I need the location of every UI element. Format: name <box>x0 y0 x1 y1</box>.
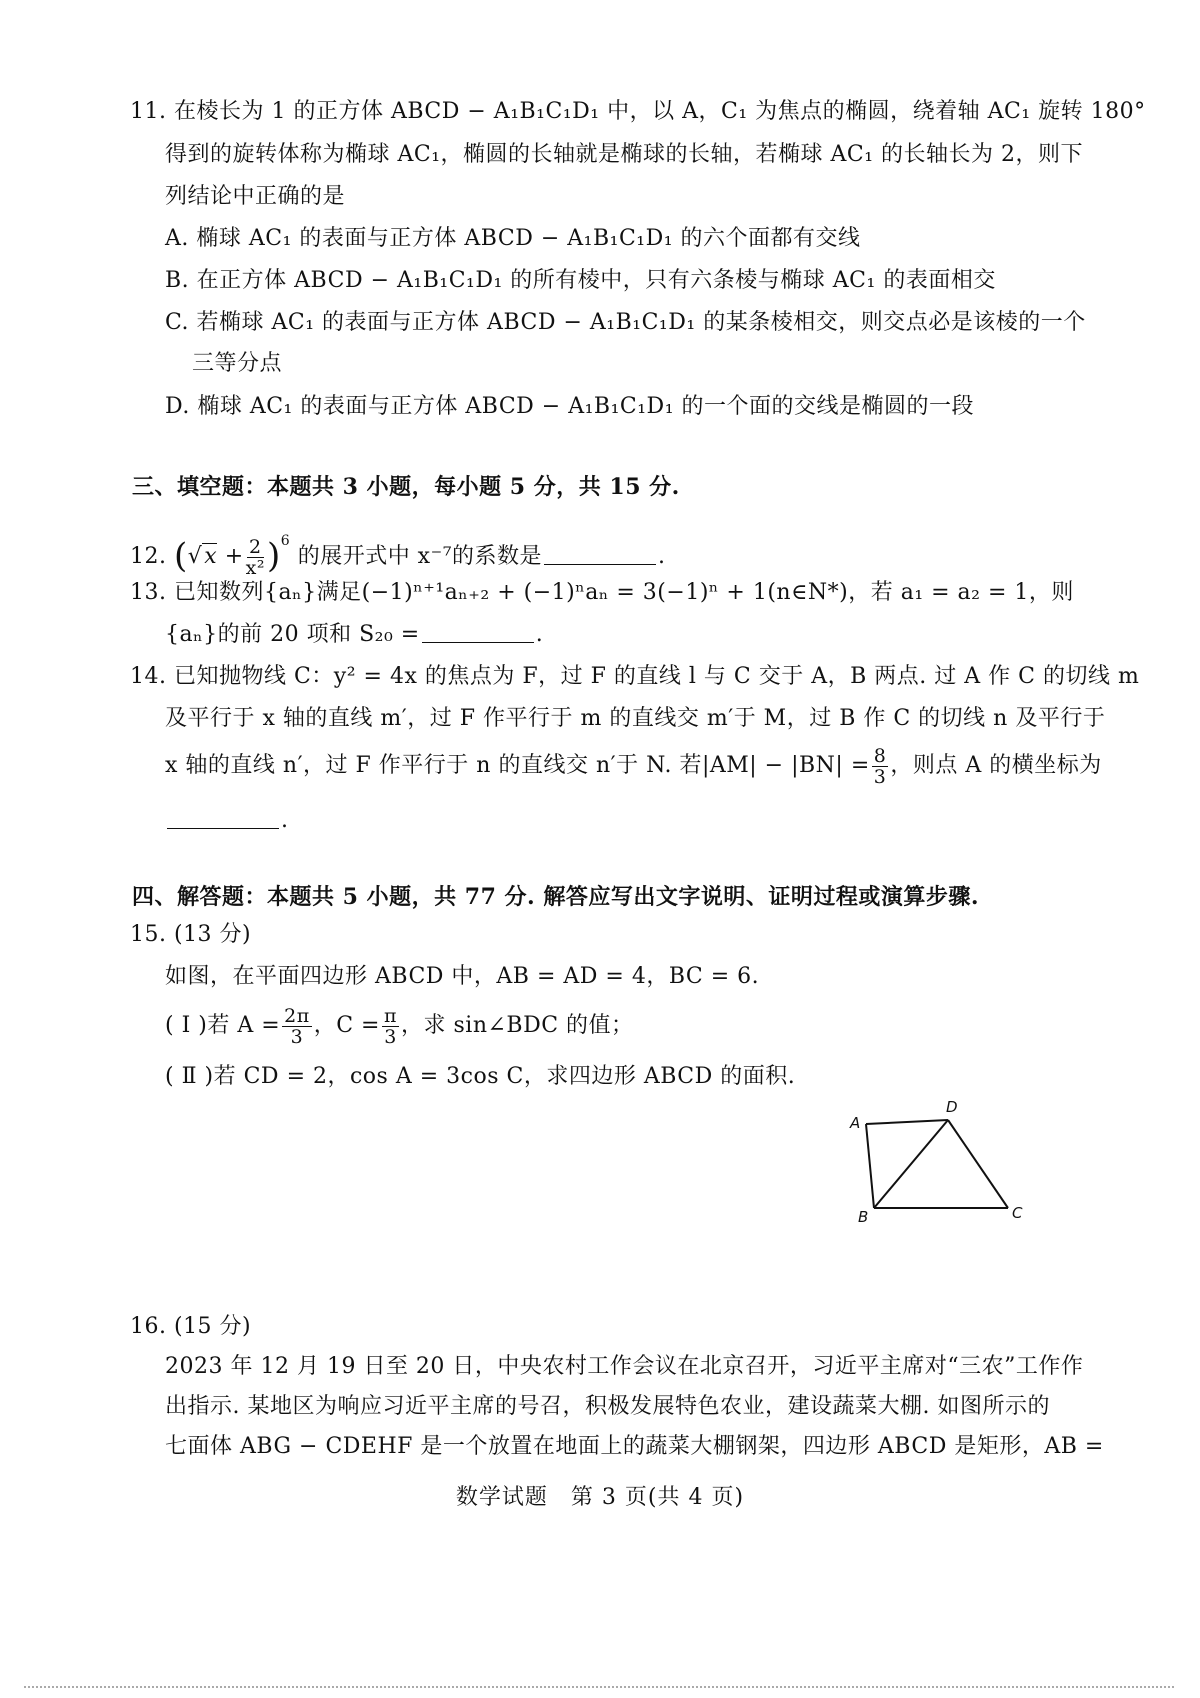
q13-line-2: {aₙ}的前 20 项和 S₂₀ = . <box>165 622 544 647</box>
q12-answer-blank[interactable] <box>544 544 656 565</box>
q14-answer-blank[interactable] <box>167 808 279 829</box>
q11-option-b: B. 在正方体 ABCD − A₁B₁C₁D₁ 的所有棱中，只有六条棱与椭球 AC₁ 的表面相交 <box>165 268 996 293</box>
q12-exponent: 6 <box>280 533 291 549</box>
q11-option-c: C. 若椭球 AC₁ 的表面与正方体 ABCD − A₁B₁C₁D₁ 的某条棱相交，则交点必是该棱的一个 <box>165 310 1086 335</box>
section-4-heading: 四、解答题：本题共 5 小题，共 77 分. 解答应写出文字说明、证明过程或演算步骤. <box>132 884 980 910</box>
diagonal-bd <box>874 1120 948 1208</box>
quadrilateral-figure <box>840 1092 1040 1232</box>
q11-option-d: D. 椭球 AC₁ 的表面与正方体 ABCD − A₁B₁C₁D₁ 的一个面的交线是椭圆的一段 <box>165 394 975 419</box>
section-3-heading: 三、填空题：本题共 3 小题，每小题 5 分，共 15 分. <box>132 474 680 500</box>
q14-line-1: 14. 已知抛物线 C：y² = 4x 的焦点为 F，过 F 的直线 l 与 C 交于 A，B 两点. 过 A 作 C 的切线 m <box>130 664 1140 689</box>
q12-line: 12. (√x + $\frac{2}{\text{x²}}$ )$^6$ 的展开式中 x⁻⁷的系数是 . <box>130 533 666 579</box>
q13-answer-blank[interactable] <box>422 622 534 643</box>
vertex-label-d: D <box>946 1098 958 1116</box>
q12-text: 的展开式中 x⁻⁷的系数是 <box>297 544 543 569</box>
q11-line-1: 11. 在棱长为 1 的正方体 ABCD − A₁B₁C₁D₁ 中，以 A，C₁ 为焦点的椭圆，绕着轴 AC₁ 旋转 180° <box>130 99 1146 124</box>
edge-dc <box>948 1120 1008 1208</box>
q14-line-2: 及平行于 x 轴的直线 m′，过 F 作平行于 m 的直线交 m′于 M，过 B 作 C 的切线 n 及平行于 <box>165 706 1106 731</box>
page-footer: 数学试题 第 3 页(共 4 页) <box>455 1485 745 1510</box>
q11-option-c-cont: 三等分点 <box>192 351 283 376</box>
q13-line-1: 13. 已知数列{aₙ}满足(−1)ⁿ⁺¹aₙ₊₂ + (−1)ⁿaₙ = 3(−1)ⁿ + 1(n∈N*)，若 a₁ = a₂ = 1，则 <box>130 580 1074 605</box>
q11-line-2: 得到的旋转体称为椭球 AC₁，椭圆的长轴就是椭球的长轴，若椭球 AC₁ 的长轴长为 2，则下 <box>165 142 1084 167</box>
q15-header: 15. (13 分) <box>130 922 252 947</box>
q15-frac-c: $\frac{\pi}{3}$ <box>384 1004 397 1048</box>
q15-part-2: ( Ⅱ )若 CD = 2，cos A = 3cos C，求四边形 ABCD 的面积. <box>165 1064 796 1089</box>
vertex-label-c: C <box>1012 1204 1023 1222</box>
edge-ad <box>866 1120 948 1124</box>
q16-line-2: 出指示. 某地区为响应习近平主席的号召，积极发展特色农业，建设蔬菜大棚. 如图所示的 <box>165 1394 1050 1419</box>
q12-number: 12. <box>130 544 167 569</box>
q15-intro: 如图，在平面四边形 ABCD 中，AB = AD = 4，BC = 6. <box>165 964 760 989</box>
q12-fraction: $\frac{2}{\text{x²}}$ <box>245 535 265 579</box>
q12-right-paren: ) <box>267 536 281 576</box>
q11-option-a: A. 椭球 AC₁ 的表面与正方体 ABCD − A₁B₁C₁D₁ 的六个面都有交线 <box>165 226 861 251</box>
q14-fraction: $\frac{8}{3}$ <box>873 744 887 788</box>
q14-answer-line: . <box>165 806 289 836</box>
q16-line-3: 七面体 ABG − CDEHF 是一个放置在地面上的蔬菜大棚钢架，四边形 ABCD 是矩形，AB = <box>165 1434 1104 1459</box>
vertex-label-b: B <box>858 1208 869 1226</box>
q14-line-3: x 轴的直线 n′，过 F 作平行于 n 的直线交 n′于 N. 若|AM| − |BN| = $\frac{8}{3}$ ，则点 A 的横坐标为 <box>165 744 1102 788</box>
edge-ab <box>866 1124 874 1208</box>
vertex-label-a: A <box>850 1114 861 1132</box>
bottom-dotted-rule <box>24 1686 1174 1688</box>
q16-header: 16. (15 分) <box>130 1314 252 1339</box>
q12-left-paren: ( <box>174 536 188 576</box>
q11-line-3: 列结论中正确的是 <box>165 184 346 209</box>
q16-line-1: 2023 年 12 月 19 日至 20 日，中央农村工作会议在北京召开，习近平主席对“三农”工作作 <box>165 1354 1084 1379</box>
q12-sqrt: √x <box>187 544 218 569</box>
q15-frac-a: $\frac{2\pi}{3}$ <box>284 1004 310 1048</box>
q15-part-1: ( Ⅰ )若 A = $\frac{2\pi}{3}$ ，C = $\frac{\pi}{3}$ ，求 sin∠BDC 的值； <box>165 1004 634 1048</box>
